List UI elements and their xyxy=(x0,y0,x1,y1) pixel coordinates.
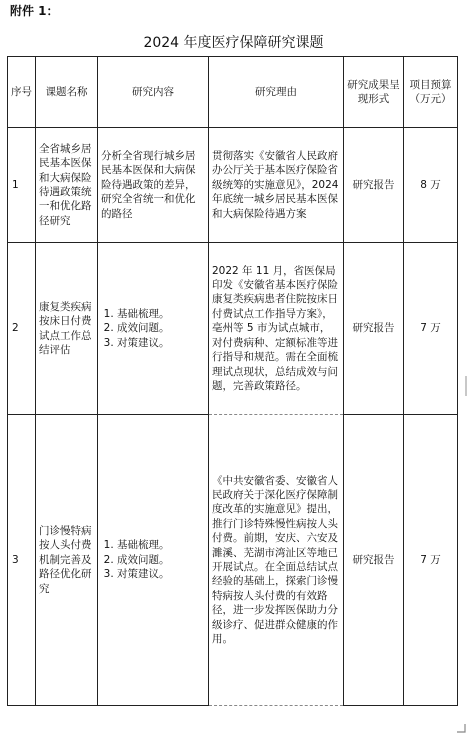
research-output: 研究报告 xyxy=(344,415,404,706)
header-reason: 研究理由 xyxy=(209,57,344,128)
list-item: 1. 基础梳理。 xyxy=(117,307,205,321)
content-list xyxy=(101,538,205,581)
document-title: 2024 年度医疗保障研究课题 xyxy=(143,35,324,51)
research-content xyxy=(98,243,209,415)
list-item: 3. 对策建议。 xyxy=(117,336,205,350)
list-item: 2. 成效问题。 xyxy=(117,553,205,567)
list-item: 2. 成效问题。 xyxy=(117,321,205,335)
header-no: 序号 xyxy=(8,57,36,128)
budget: 7 万 xyxy=(404,243,458,415)
table-row xyxy=(8,243,458,415)
topic-name: 康复类疾病按床日付费试点工作总结评估 xyxy=(36,243,98,415)
budget: 8 万 xyxy=(404,128,458,243)
header-topic-name: 课题名称 xyxy=(36,57,98,128)
content-list xyxy=(101,307,205,350)
list-item: 3. 对策建议。 xyxy=(117,567,205,581)
row-number: 1 xyxy=(8,128,36,243)
research-reason: 《中共安徽省委、安徽省人民政府关于深化医疗保障制度改革的实施意见》提出，推行门诊特殊慢性病按人头付费。前期，安庆、六安及濉溪、芜湖市湾沚区等地已开展试点。在全面总结试点经验的基础上，探索门诊慢特病按人头付费的有效路径，进一步发挥医保助力分级诊疗、促进群众健康的作用。 xyxy=(209,415,344,706)
research-output: 研究报告 xyxy=(344,243,404,415)
topic-name: 门诊慢特病按人头付费机制完善及路径优化研究 xyxy=(36,415,98,706)
list-item: 1. 基础梳理。 xyxy=(117,538,205,552)
research-topics-table xyxy=(7,56,458,706)
header-output: 研究成果呈现形式 xyxy=(344,57,404,128)
research-reason: 贯彻落实《安徽省人民政府办公厅关于基本医疗保险省级统筹的实施意见》，2024 年底统一城乡居民基本医保和大病保险待遇方案 xyxy=(209,128,344,243)
research-content: 分析全省现行城乡居民基本医保和大病保险待遇政策的差异，研究全省统一和优化的路径 xyxy=(98,128,209,243)
topic-name: 全省城乡居民基本医保和大病保险待遇政策统一和优化路径研究 xyxy=(36,128,98,243)
corner-arrow-icon xyxy=(455,722,467,734)
budget: 7 万 xyxy=(404,415,458,706)
table-header-row xyxy=(8,57,458,128)
row-number: 2 xyxy=(8,243,36,415)
attachment-label: 附件 1： xyxy=(10,4,59,18)
row-number: 3 xyxy=(8,415,36,706)
header-content: 研究内容 xyxy=(98,57,209,128)
research-content xyxy=(98,415,209,706)
table-row xyxy=(8,128,458,243)
table-row xyxy=(8,415,458,706)
research-output: 研究报告 xyxy=(344,128,404,243)
research-reason: 2022 年 11 月，省医保局印发《安徽省基本医疗保险康复类疾病患者住院按床日付费试点工作指导方案》，亳州等 5 市为试点城市，对付费病种、定额标准等进行指导和规范。需在全面梳理试点现状，总结成效与问题，完善政策路径。 xyxy=(209,243,344,415)
header-budget: 项目预算（万元） xyxy=(404,57,458,128)
